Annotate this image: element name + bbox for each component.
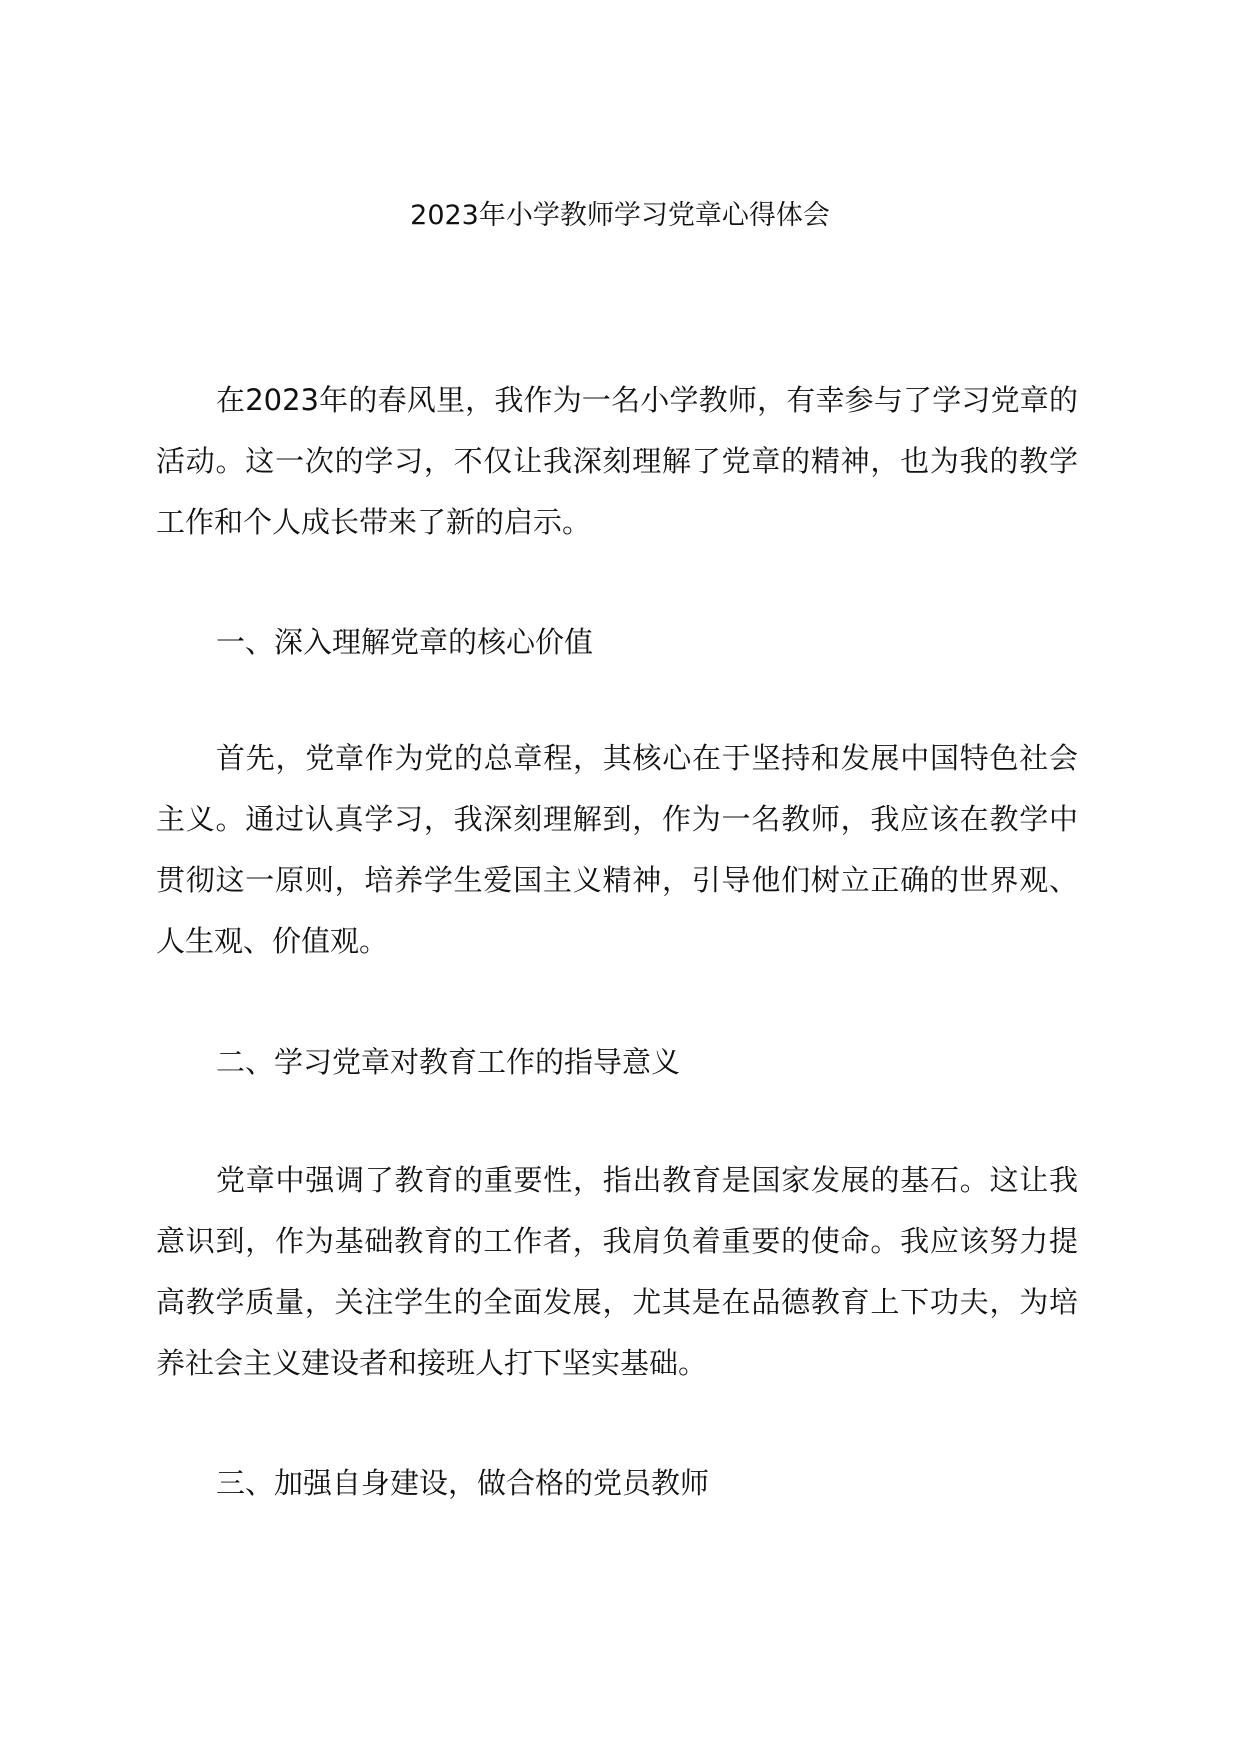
intro-paragraph: 在2023年的春风里，我作为一名小学教师，有幸参与了学习党章的活动。这一次的学习，不仅让我深刻理解了党章的精神，也为我的教学工作和个人成长带来了新的启示。 (156, 383, 1078, 539)
section-heading-3: 三、加强自身建设，做合格的党员教师 (216, 1466, 710, 1500)
document-title: 2023年小学教师学习党章心得体会 (410, 200, 830, 231)
section-heading-1: 一、深入理解党章的核心价值 (216, 625, 594, 659)
section-body-1: 首先，党章作为党的总章程，其核心在于坚持和发展中国特色社会主义。通过认真学习，我深刻理解到，作为一名教师，我应该在教学中贯彻这一原则，培养学生爱国主义精神，引导他们树立正确的世界观、人生观、价值观。 (156, 741, 1078, 958)
section-heading-2: 二、学习党章对教育工作的指导意义 (216, 1045, 681, 1079)
section-body-2: 党章中强调了教育的重要性，指出教育是国家发展的基石。这让我意识到，作为基础教育的工作者，我肩负着重要的使命。我应该努力提高教学质量，关注学生的全面发展，尤其是在品德教育上下功夫，为培养社会主义建设者和接班人打下坚实基础。 (156, 1163, 1078, 1380)
